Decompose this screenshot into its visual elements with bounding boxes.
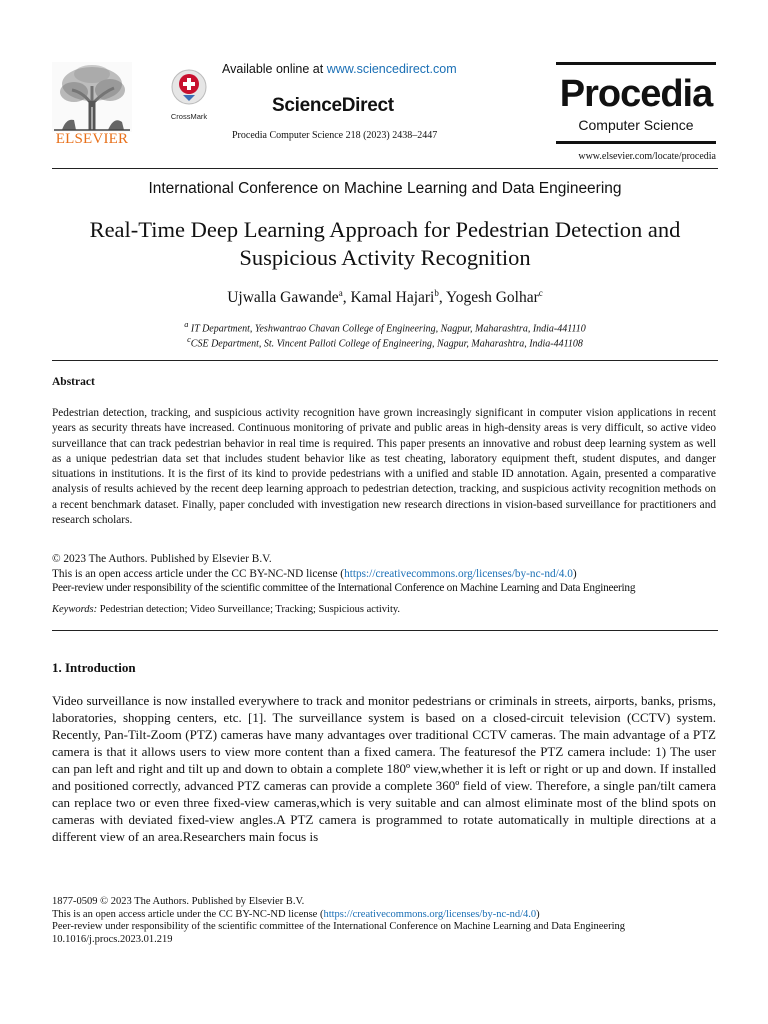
- elsevier-wordmark: ELSEVIER: [55, 131, 129, 147]
- crossmark-icon: [170, 68, 208, 106]
- abstract-top-divider: [52, 360, 718, 361]
- license-suffix: ): [572, 567, 577, 580]
- affiliation-sup: c: [187, 335, 191, 344]
- procedia-subtitle: Computer Science: [578, 117, 694, 133]
- paper-title-line-1: Real-Time Deep Learning Approach for Pedestrian Detection and: [89, 217, 681, 242]
- author-sup: a: [338, 288, 343, 298]
- author-list: Ujwalla Gawande$^a$, Kamal Hajari$^b$, Yogesh Golhar$^c$: [227, 288, 543, 307]
- page-footer: [52, 896, 718, 946]
- author-name: Ujwalla Gawande: [227, 289, 339, 307]
- introduction-heading: 1. Introduction: [52, 660, 136, 675]
- author-name: Yogesh Golhar: [446, 289, 539, 307]
- footer-issn-line: 1877-0509 © 2023 The Authors. Published by Elsevier B.V.: [52, 896, 305, 907]
- paper-title: [52, 216, 718, 272]
- peer-review-line: Peer-review under responsibility of the scientific committee of the International Conference on Machine Learning and Data Engineering: [52, 582, 636, 594]
- affiliation-a: [52, 320, 718, 334]
- footer-peer-review: Peer-review under responsibility of the scientific committee of the International Conference on Machine Learning and Data Engineering: [52, 921, 625, 932]
- author-sup: c: [538, 288, 543, 298]
- conference-name: International Conference on Machine Learning and Data Engineering: [148, 180, 622, 197]
- introduction-body: Video surveillance is now installed everywhere to track and monitor pedestrians or criminals in streets, airports, banks, prisms, laboratories, shopping centers, etc. [1]. The surveillance system is based on a closed-circuit television (CCTV) system. Recently, Pan-Tilt-Zoom (PTZ) cameras have many advantages over traditional CCTV cameras. The main advantage of a PTZ camera is that it allows users to view more content than a fixed camera. The featuresof the PTZ camera include: 1) The user can pan left and right and tilt up and down to obtain a complete 180º view,whether it is left or right or up and down. If installed and positioned correctly, advanced PTZ cameras can provide a complete 360º field of view. Therefore, a single pan/tilt camera can replace two or even three fixed-view cameras,which is very suitable and can almost eliminate most of the blind spots on cameras with deviated fixed-view angles.A PTZ camera is programmed to rotate automatically in multiple directions at a different view of an area.Researchers main focus is: [52, 693, 716, 844]
- abstract-body: Pedestrian detection, tracking, and suspicious activity recognition have grown increasingly significant in computer vision applications in recent years as security threats have increased. Continuous monitoring of private and public areas in high-density areas is very difficult, so active video surveillance that can track pedestrian behavior in real time is required. This paper presents an innovative and robust deep learning system as well as a unique pedestrian data set that includes student behavior like as test cheating, laboratory equipment theft, student disputes, and danger situations in institutions. It is the first of its kind to provide pedestrians with a unified and stable ID annotation. Again, presented a comparative analysis of results achieved by the recent deep learning approach to pedestrian detection, tracking, and suspicious activity recognition methods on a recent benchmark dataset. Finally, paper concluded with investigation new research directions in vision-based surveillance for practitioners and research scholars.: [52, 407, 716, 527]
- procedia-wordmark: Procedia: [559, 73, 713, 115]
- footer-license-prefix: This is an open access article under the CC BY-NC-ND license (: [52, 908, 324, 920]
- journal-reference: Procedia Computer Science 218 (2023) 2438–2447: [232, 130, 438, 141]
- abstract-heading: Abstract: [52, 376, 95, 388]
- author-name: Kamal Hajari: [350, 289, 435, 307]
- copyright-block: [52, 552, 718, 596]
- keywords-text: Pedestrian detection; Video Surveillance; Tracking; Suspicious activity.: [97, 604, 401, 615]
- license-prefix: This is an open access article under the CC BY-NC-ND license (: [52, 567, 345, 580]
- footer-license-suffix: ): [536, 908, 540, 920]
- affiliation-sup: a: [184, 320, 189, 329]
- sciencedirect-wordmark: ScienceDirect: [272, 95, 394, 116]
- copyright-line: © 2023 The Authors. Published by Elsevier B.V.: [52, 553, 272, 565]
- available-prefix: Available online at: [222, 62, 324, 76]
- crossmark-label: CrossMark: [170, 112, 208, 121]
- keywords-line: [52, 604, 400, 615]
- author-sup: b: [434, 288, 439, 298]
- crossmark-badge[interactable]: [164, 68, 214, 121]
- paper-title-line-2: Suspicious Activity Recognition: [239, 245, 531, 270]
- sciencedirect-link[interactable]: www.sciencedirect.com: [326, 62, 457, 76]
- journal-url[interactable]: www.elsevier.com/locate/procedia: [578, 151, 716, 162]
- abstract-bottom-divider: [52, 630, 718, 631]
- keywords-label: Keywords:: [52, 604, 98, 615]
- license-link[interactable]: https://creativecommons.org/licenses/by-nc-nd/4.0: [344, 567, 573, 580]
- footer-license-line: [52, 909, 718, 922]
- header-divider: [52, 168, 718, 169]
- affiliation-c: [52, 335, 718, 349]
- footer-license-link[interactable]: https://creativecommons.org/licenses/by-nc-nd/4.0: [323, 908, 537, 920]
- license-line: [52, 567, 718, 582]
- affiliation-text: IT Department, Yeshwantrao Chavan College of Engineering, Nagpur, Maharashtra, India-441110: [188, 323, 586, 335]
- footer-doi[interactable]: 10.1016/j.procs.2023.01.219: [52, 933, 173, 945]
- affiliation-text: CSE Department, St. Vincent Palloti College of Engineering, Nagpur, Maharashtra, India-441108: [190, 338, 583, 350]
- available-online-line: [222, 62, 457, 76]
